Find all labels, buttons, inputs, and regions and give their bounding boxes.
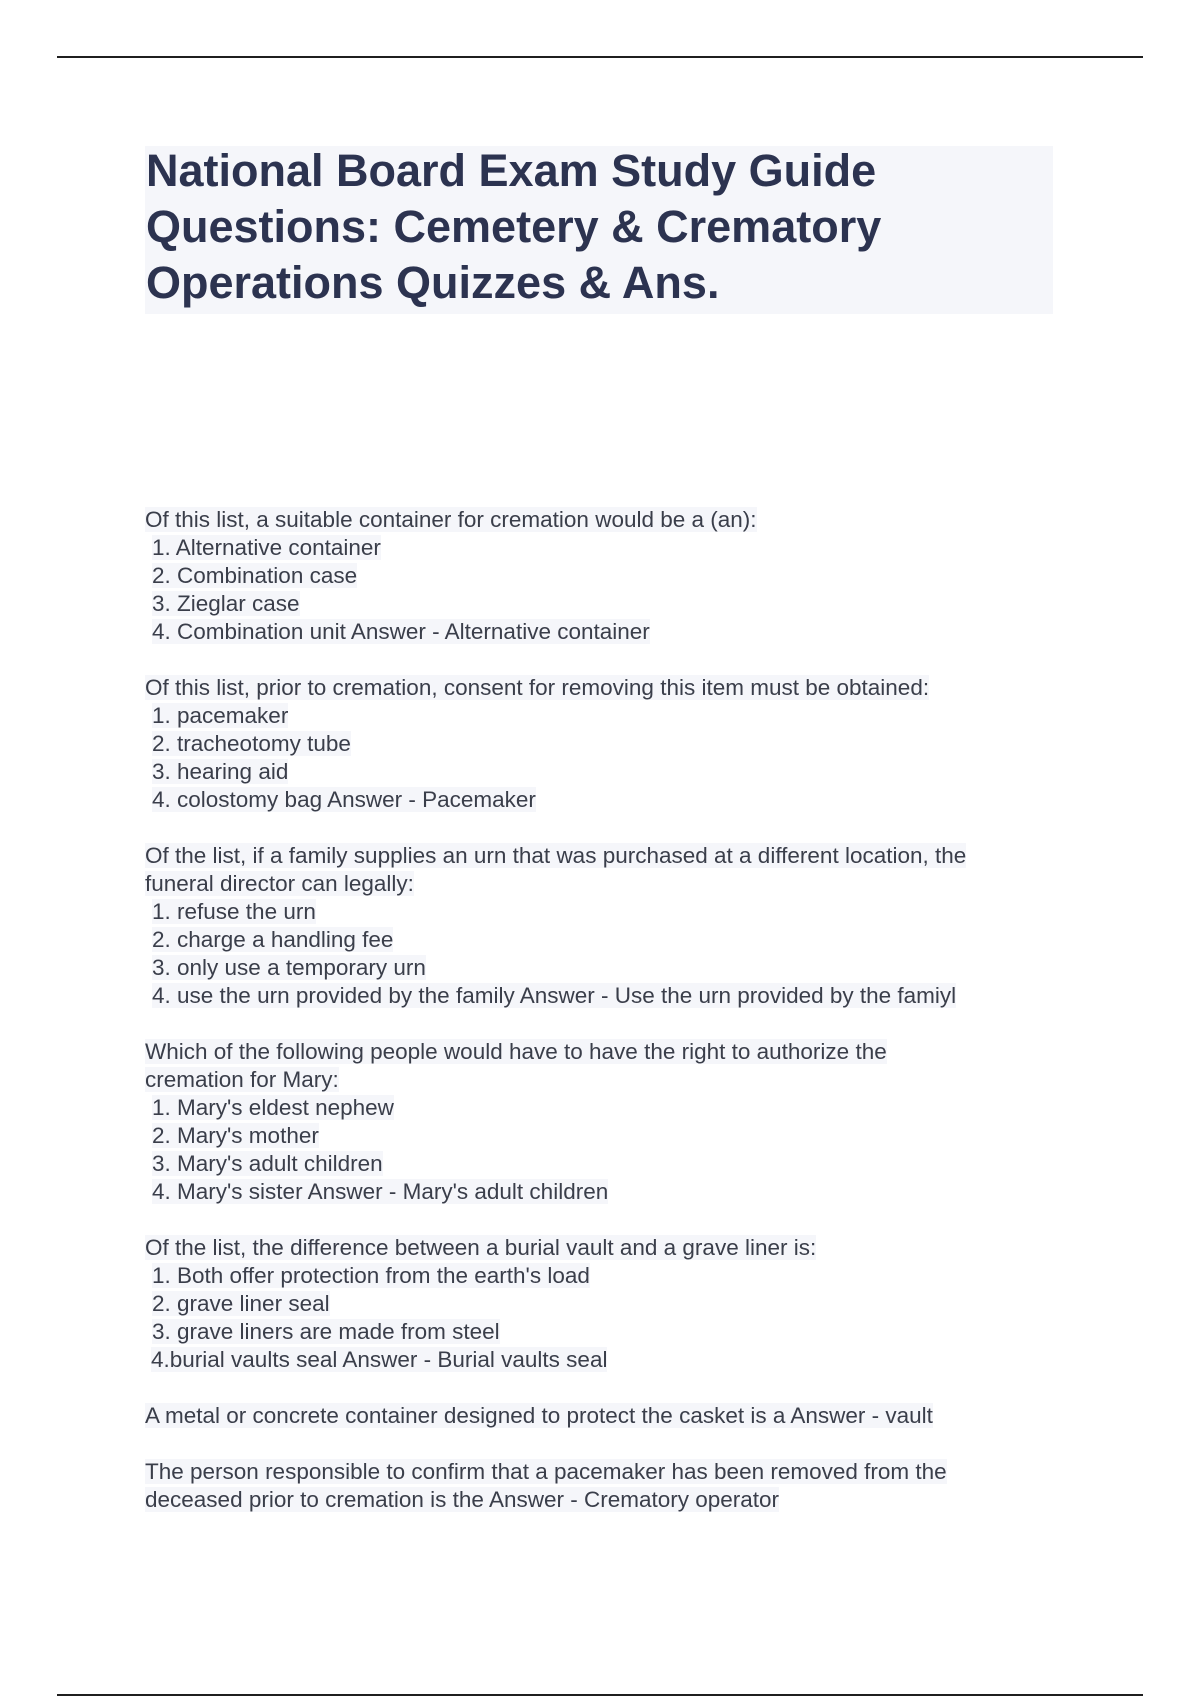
- question-block: [145, 1234, 1065, 1374]
- answer-option: 2. charge a handling fee: [152, 927, 394, 952]
- answer-option: 3. Zieglar case: [152, 591, 300, 616]
- bottom-rule: [57, 1694, 1143, 1696]
- answer-option: 3. hearing aid: [152, 759, 289, 784]
- question-text: Of this list, a suitable container for cremation would be a (an):: [145, 507, 757, 532]
- answer-option: 3. grave liners are made from steel: [152, 1319, 500, 1344]
- title-line: Questions: Cemetery & Crematory: [146, 201, 882, 252]
- question-block: [145, 506, 1065, 646]
- document-title: [146, 143, 1046, 311]
- question-block: [145, 1402, 1065, 1430]
- answer-option: 1. Alternative container: [152, 535, 381, 560]
- answer-option: 4. Combination unit Answer - Alternative container: [152, 619, 650, 644]
- answer-option: 4. use the urn provided by the family Answer - Use the urn provided by the famiyl: [152, 983, 957, 1008]
- question-text: deceased prior to cremation is the Answer - Crematory operator: [145, 1487, 780, 1512]
- questions-list: [145, 506, 1065, 1542]
- answer-option: 2. Mary's mother: [152, 1123, 319, 1148]
- question-block: [145, 1458, 1065, 1514]
- answer-option: 2. tracheotomy tube: [152, 731, 351, 756]
- answer-option: 4.burial vaults seal Answer - Burial vaults seal: [151, 1347, 608, 1372]
- question-text: Of the list, the difference between a burial vault and a grave liner is:: [145, 1235, 817, 1260]
- question-text: cremation for Mary:: [145, 1067, 339, 1092]
- answer-option: 3. only use a temporary urn: [152, 955, 426, 980]
- title-line: Operations Quizzes & Ans.: [146, 257, 720, 308]
- answer-option: 2. grave liner seal: [152, 1291, 330, 1316]
- answer-option: 3. Mary's adult children: [152, 1151, 383, 1176]
- answer-option: 4. Mary's sister Answer - Mary's adult children: [152, 1179, 609, 1204]
- question-text: Of the list, if a family supplies an urn that was purchased at a different location, the: [145, 843, 967, 868]
- answer-option: 1. pacemaker: [152, 703, 289, 728]
- question-text: funeral director can legally:: [145, 871, 414, 896]
- question-block: [145, 674, 1065, 814]
- question-text: The person responsible to confirm that a pacemaker has been removed from the: [145, 1459, 947, 1484]
- answer-option: 4. colostomy bag Answer - Pacemaker: [152, 787, 536, 812]
- answer-option: 1. Mary's eldest nephew: [152, 1095, 394, 1120]
- answer-option: 2. Combination case: [152, 563, 358, 588]
- question-block: [145, 842, 1065, 1010]
- title-line: National Board Exam Study Guide: [146, 145, 877, 196]
- question-block: [145, 1038, 1065, 1206]
- top-rule: [57, 56, 1143, 58]
- answer-option: 1. Both offer protection from the earth's load: [152, 1263, 590, 1288]
- question-text: Of this list, prior to cremation, consent for removing this item must be obtained:: [145, 675, 930, 700]
- answer-option: 1. refuse the urn: [152, 899, 316, 924]
- question-text: A metal or concrete container designed to protect the casket is a Answer - vault: [145, 1403, 933, 1428]
- question-text: Which of the following people would have to have the right to authorize the: [145, 1039, 887, 1064]
